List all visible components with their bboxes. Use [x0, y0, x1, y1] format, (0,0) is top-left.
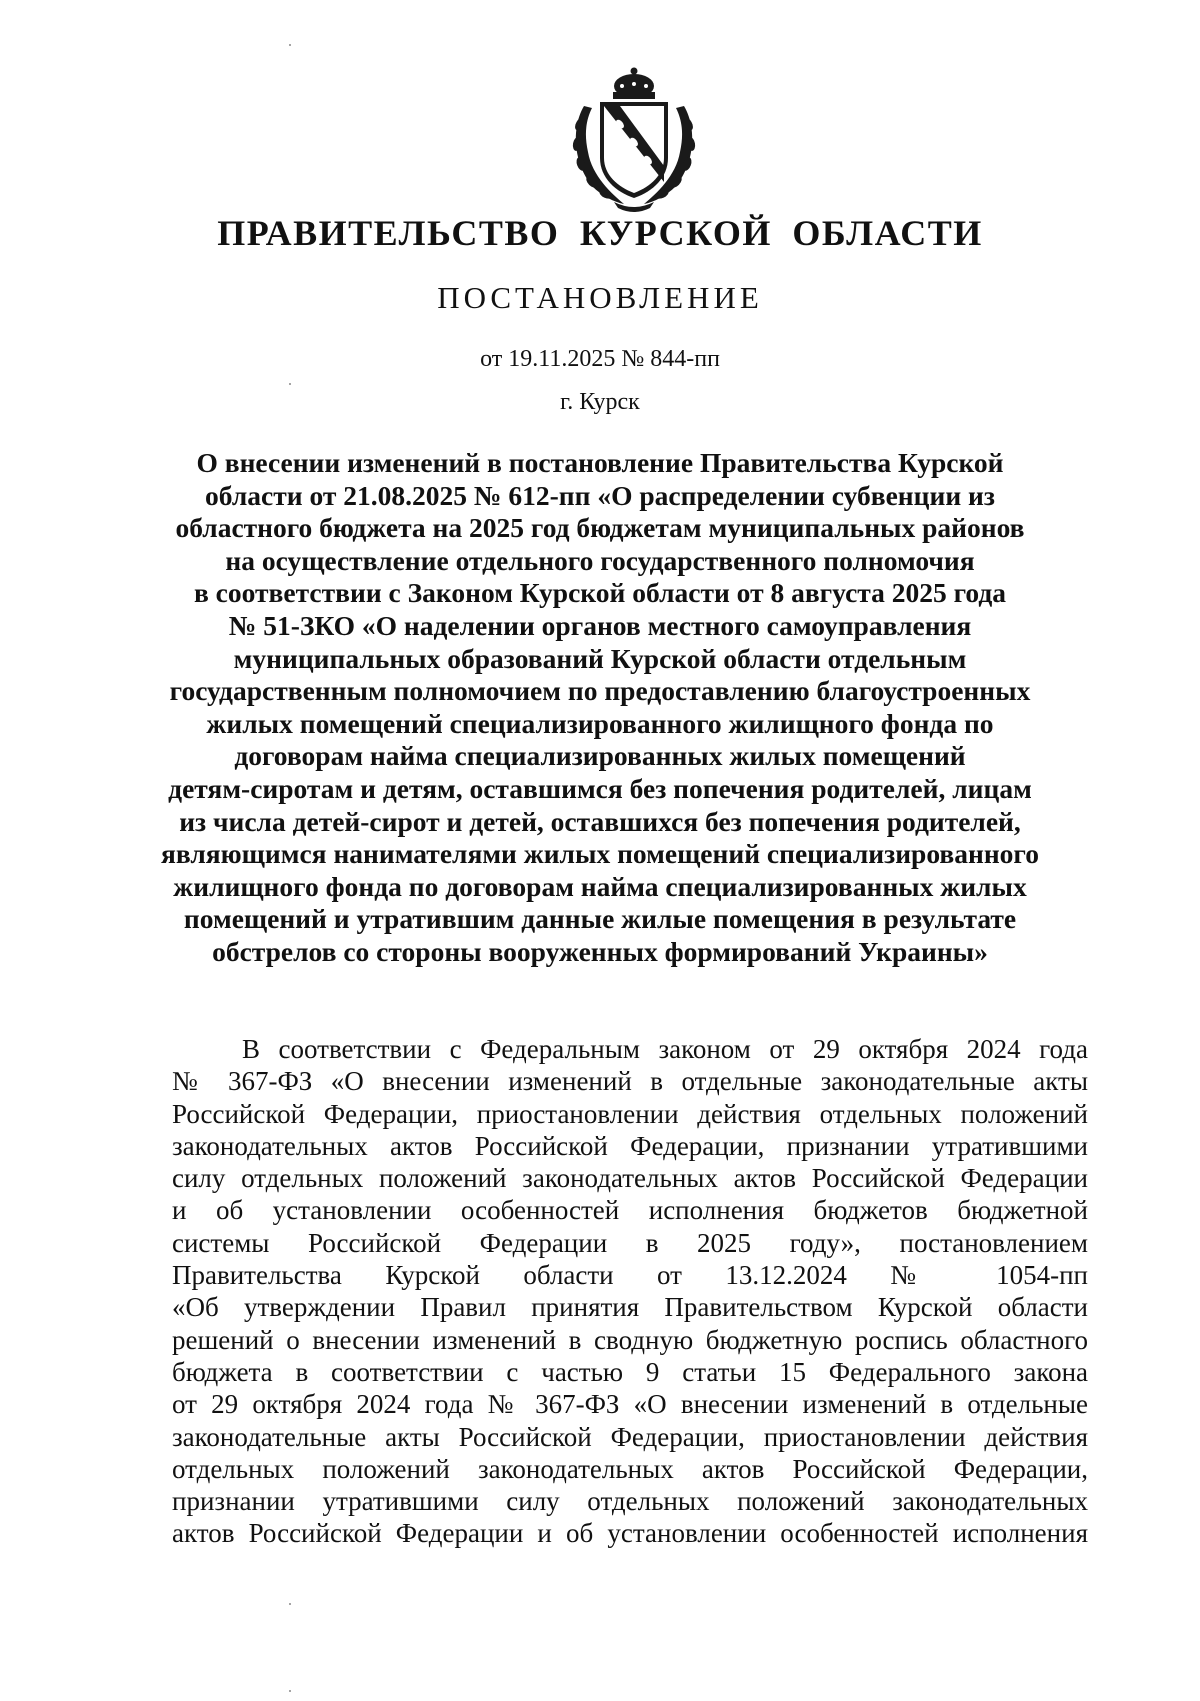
kursk-coat-of-arms-icon — [562, 66, 706, 212]
heading-line: являющимся нанимателями жилых помещений специализированного — [161, 838, 1039, 870]
scan-speck — [289, 1603, 291, 1605]
heading-line: в соответствии с Законом Курской области от 8 августа 2025 года — [193, 577, 1007, 609]
body-line: № 367-ФЗ «О внесении изменений в отдельные законодательные акты — [172, 1066, 1088, 1097]
body-line: Российской Федерации, приостановлении действия отдельных положений — [172, 1098, 1088, 1129]
body-line: отдельных положений законодательных актов Российской Федерации, — [172, 1453, 1088, 1484]
body-line: Правительства Курской области от 13.12.2024 № 1054-пп — [172, 1260, 1088, 1291]
document-body — [172, 1033, 1088, 1550]
body-line: «Об утверждении Правил принятия Правительством Курской области — [172, 1292, 1088, 1323]
body-line: актов Российской Федерации и об установлении особенностей исполнения — [172, 1518, 1088, 1549]
body-line: законодательные акты Российской Федерации, приостановлении действия — [172, 1421, 1088, 1452]
body-line: решений о внесении изменений в сводную бюджетную роспись областного — [172, 1324, 1088, 1355]
body-line: бюджета в соответствии с частью 9 статьи 15 Федерального закона — [172, 1356, 1088, 1387]
document-type: ПОСТАНОВЛЕНИЕ — [437, 280, 763, 315]
heading-line: жилых помещений специализированного жилищного фонда по — [206, 707, 994, 739]
body-line: силу отдельных положений законодательных актов Российской Федерации — [172, 1163, 1088, 1194]
scan-speck — [289, 44, 291, 46]
heading-line: № 51-ЗКО «О наделении органов местного самоуправления — [228, 609, 972, 641]
heading-line: детям-сиротам и детям, оставшимся без попечения родителей, лицам — [168, 772, 1032, 804]
body-line: законодательных актов Российской Федерации, признании утратившими — [172, 1130, 1088, 1161]
heading-line: О внесении изменений в постановление Правительства Курской — [196, 447, 1004, 478]
document-heading — [150, 447, 1050, 969]
body-line: В соответствии с Федеральным законом от 29 октября 2024 года — [242, 1034, 1088, 1064]
scan-speck — [289, 1690, 291, 1692]
scan-speck — [289, 383, 291, 385]
body-line: и об установлении особенностей исполнения бюджетов бюджетной — [172, 1195, 1088, 1226]
heading-line: муниципальных образований Курской области отдельным — [233, 642, 967, 674]
heading-line: договорам найма специализированных жилых помещений — [234, 740, 966, 772]
heading-line: обстрелов со стороны вооруженных формирований Украины» — [212, 935, 988, 967]
heading-line: области от 21.08.2025 № 612-пп «О распределении субвенции из — [205, 479, 995, 511]
document-date-number: от 19.11.2025 № 844-пп — [480, 346, 720, 372]
body-line: системы Российской Федерации в 2025 году», постановлением — [172, 1227, 1088, 1258]
heading-line: областного бюджета на 2025 год бюджетам муниципальных районов — [175, 512, 1025, 544]
heading-line: на осуществление отдельного государственного полномочия — [225, 544, 975, 576]
government-title: ПРАВИТЕЛЬСТВО КУРСКОЙ ОБЛАСТИ — [217, 213, 983, 253]
document-place: г. Курск — [560, 389, 640, 415]
heading-line: жилищного фонда по договорам найма специализированных жилых — [173, 870, 1027, 902]
heading-line: государственным полномочием по предоставлению благоустроенных — [169, 675, 1031, 707]
heading-line: помещений и утратившим данные жилые помещения в результате — [183, 903, 1017, 935]
heading-line: из числа детей-сирот и детей, оставшихся без попечения родителей, — [179, 805, 1021, 837]
body-line: признании утратившими силу отдельных положений законодательных — [172, 1486, 1088, 1517]
body-line: от 29 октября 2024 года № 367-ФЗ «О внесении изменений в отдельные — [172, 1389, 1088, 1420]
